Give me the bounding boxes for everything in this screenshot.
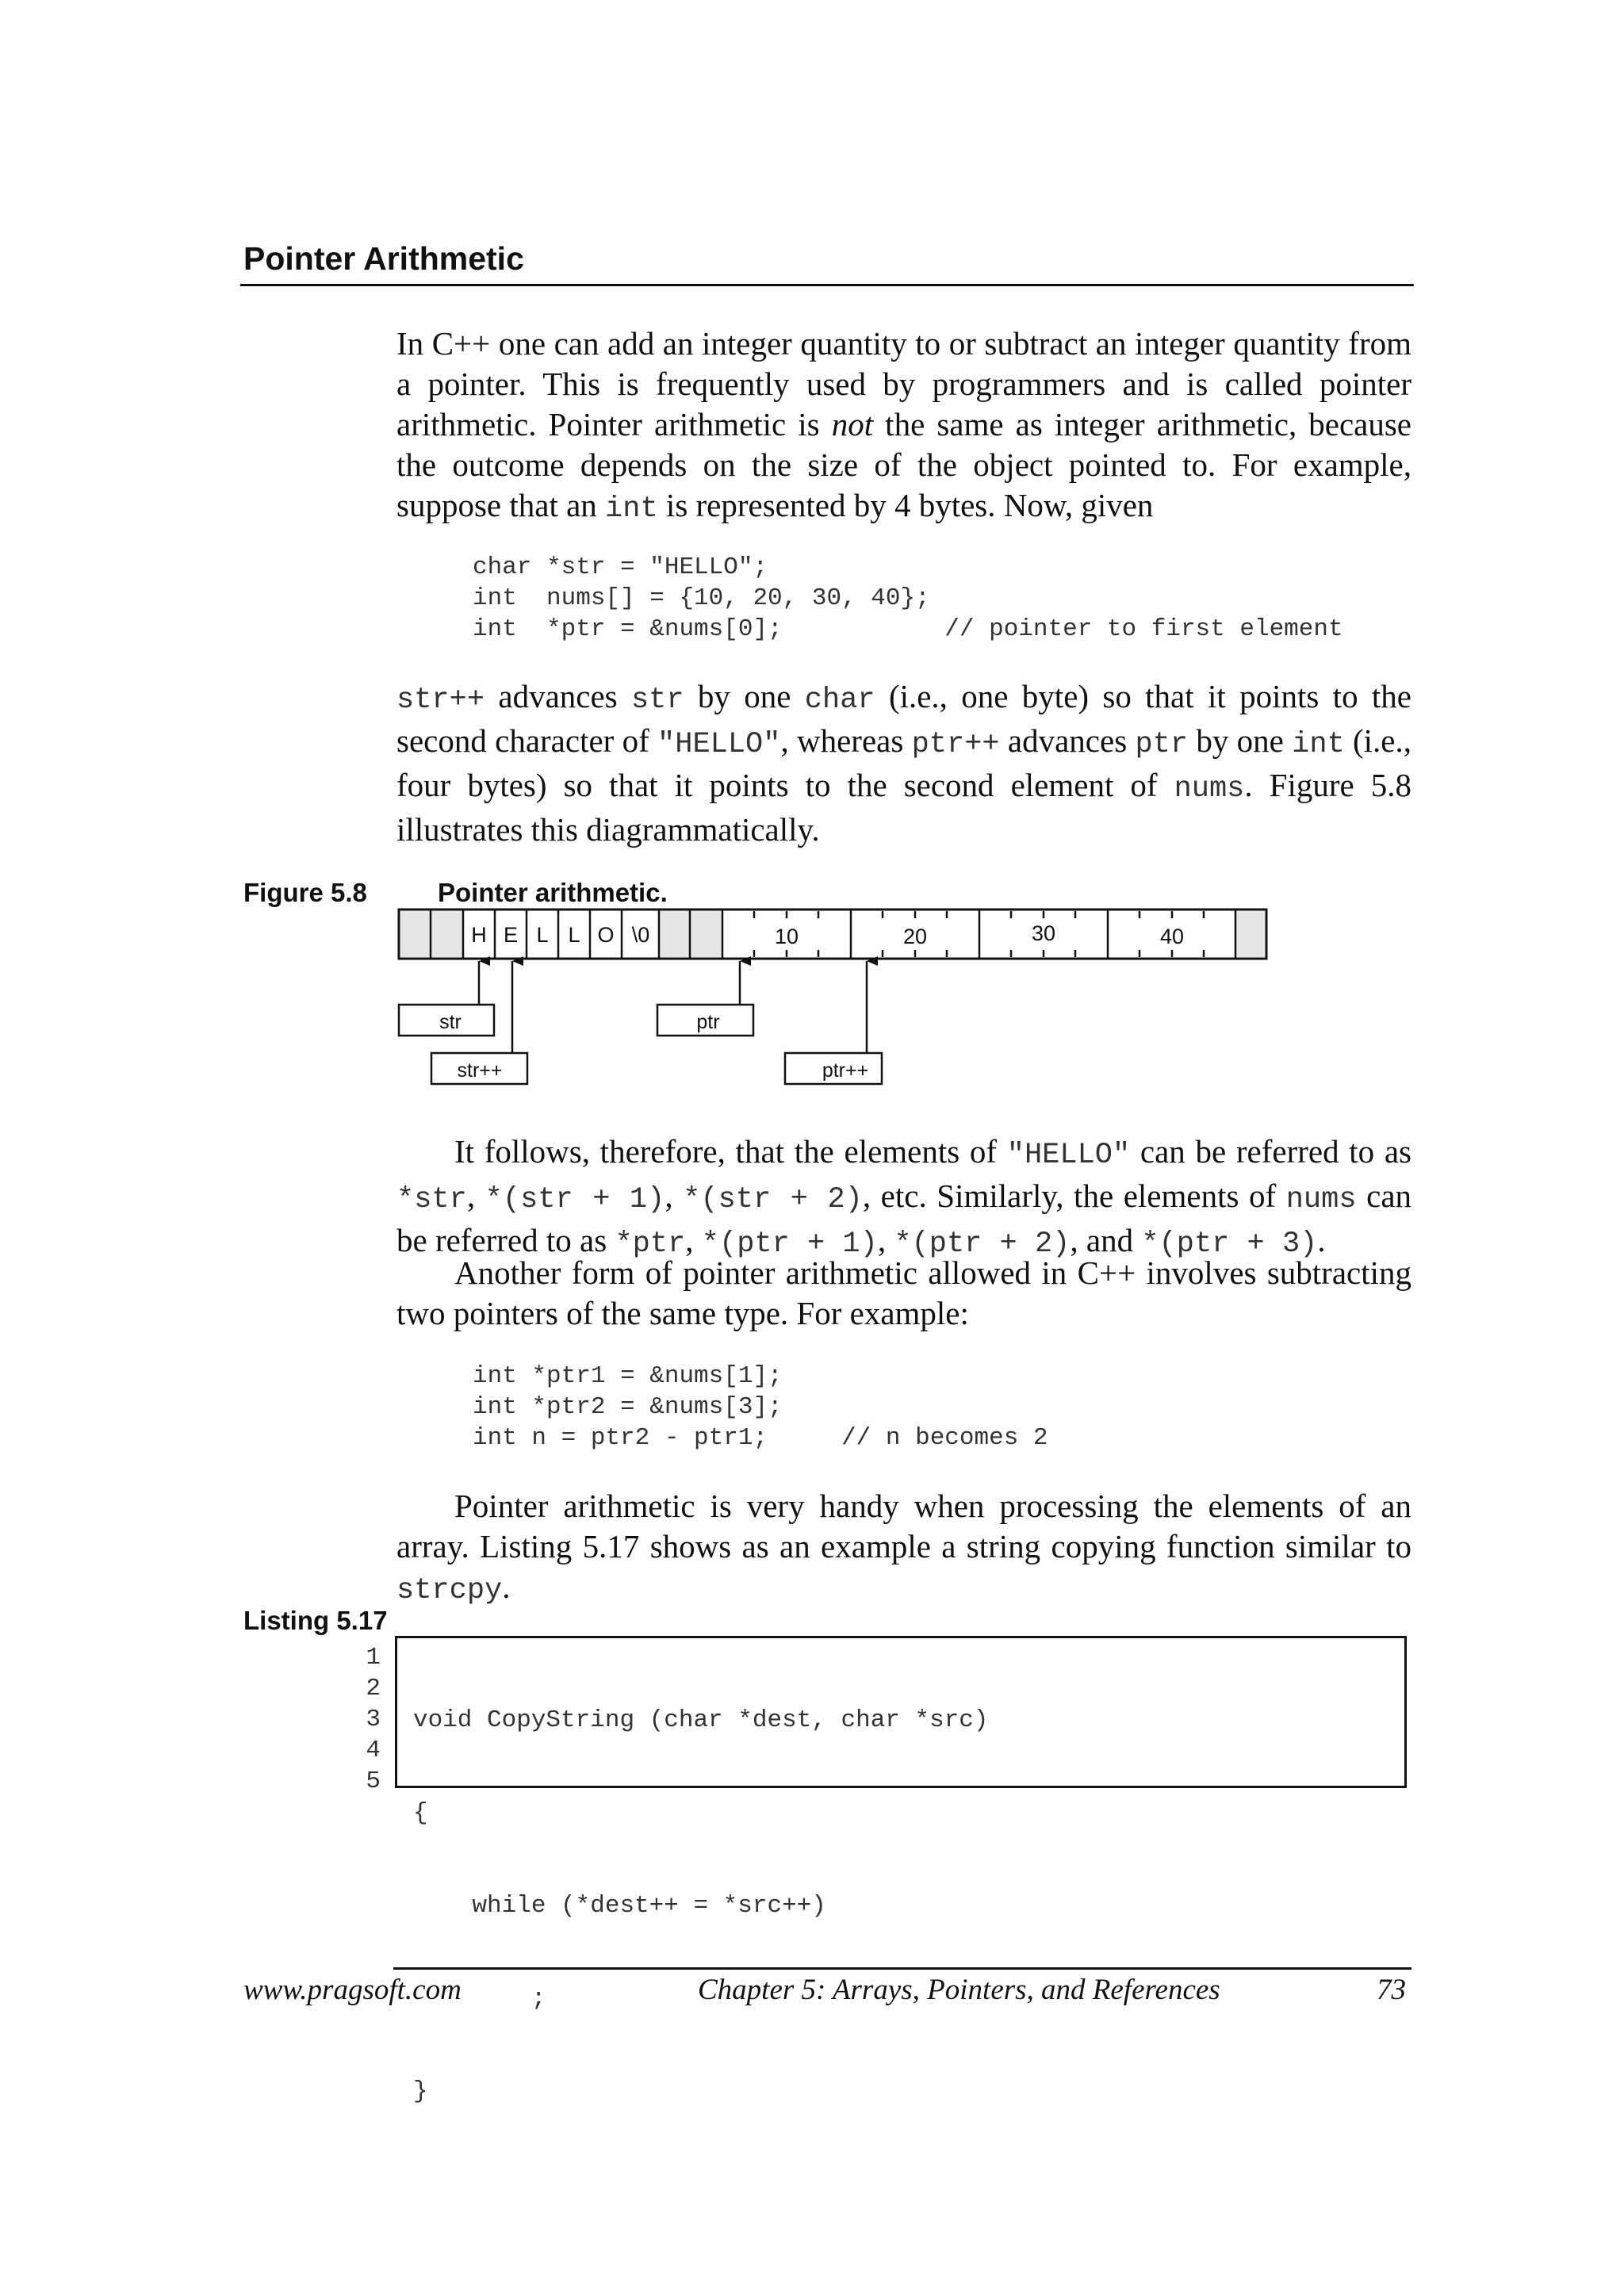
- line-number: 3: [366, 1706, 381, 1733]
- int-cell-label: 20: [902, 925, 928, 948]
- para3-text: It follows, therefore, that the elements of: [454, 1133, 1007, 1170]
- para2-text: advances: [485, 678, 631, 714]
- int-cell-label: 30: [1031, 921, 1056, 945]
- para2-text: advances: [999, 722, 1136, 759]
- para2-text: (i.e., one byte) so that it points to the second character of: [396, 678, 1411, 759]
- char-cell-label: \0: [631, 923, 650, 947]
- para2-code: ptr: [1135, 728, 1189, 761]
- memory-cell-empty: [1236, 911, 1265, 957]
- char-cell-label: E: [503, 923, 519, 947]
- int-cell-label: 40: [1159, 925, 1185, 948]
- memory-cell-empty: [431, 911, 462, 957]
- line-number: 1: [366, 1644, 381, 1672]
- para3-code: *(ptr + 1): [701, 1227, 878, 1261]
- memory-strip: [399, 910, 1266, 959]
- pointer-label: str: [439, 1011, 462, 1033]
- paragraph-elements: [396, 1132, 1411, 1265]
- listing-code-line: void CopyString (char *dest, char *src): [413, 1706, 989, 1734]
- para2-text: (i.e., four bytes) so that it points to the second element of: [396, 722, 1412, 803]
- footer-rule: [393, 1967, 1411, 1970]
- listing-code-line: ;: [413, 1985, 546, 2013]
- char-cell-label: O: [597, 923, 615, 947]
- para1-text-1: In C++ one can add an integer quantity to or subtract an integer quantity from a pointer. This is frequently used by programmers and is called pointer arithmetic. Pointer arithmetic is: [396, 325, 1411, 442]
- para3-code: *(ptr + 2): [894, 1227, 1071, 1261]
- para3-text: .: [1317, 1222, 1326, 1258]
- char-cell-label: L: [536, 923, 549, 947]
- figure-caption: Pointer arithmetic.: [438, 878, 668, 907]
- line-number: 4: [366, 1737, 381, 1764]
- para2-text: , whereas: [780, 722, 912, 759]
- memory-cell-empty: [400, 911, 430, 957]
- figure-label: Figure 5.8: [243, 878, 367, 907]
- para3-code: nums: [1285, 1183, 1357, 1216]
- memory-cell-empty: [660, 911, 689, 957]
- section-title: Pointer Arithmetic: [243, 240, 524, 277]
- pointer-arithmetic-diagram: [0, 0, 1624, 1110]
- para1-code-int: int: [605, 492, 658, 526]
- para5-text: Pointer arithmetic is very handy when processing the elements of an array. Listing 5.17 shows as an example a string copying function similar to: [396, 1488, 1411, 1564]
- para3-text: , etc. Similarly, the elements of: [862, 1178, 1286, 1214]
- pointer-label: ptr++: [822, 1059, 869, 1082]
- para2-text: . Figure 5.8 illustrates this diagrammatically.: [396, 767, 1411, 848]
- memory-cell-empty: [691, 911, 722, 957]
- pointer-label: ptr: [696, 1011, 720, 1033]
- listing-line-numbers: [349, 1642, 381, 1797]
- para3-text: ,: [877, 1222, 894, 1258]
- para2-code: nums: [1174, 772, 1245, 806]
- pointer-label: str++: [457, 1059, 503, 1082]
- code-block-subtraction: int *ptr1 = &nums[1]; int *ptr2 = &nums[3]; int n = ptr2 - ptr1; // n becomes 2: [473, 1362, 1048, 1452]
- footer-chapter: Chapter 5: Arrays, Pointers, and References: [698, 1974, 1220, 2006]
- para2-code: char: [804, 684, 875, 717]
- char-cell-label: H: [471, 923, 487, 947]
- code-block-declarations: char *str = "HELLO"; int nums[] = {10, 20, 30, 40}; int *ptr = &nums[0]; // pointer to first element: [473, 553, 1343, 643]
- para2-text: by one: [1188, 722, 1293, 759]
- para5-text: .: [502, 1568, 511, 1605]
- para3-text: ,: [685, 1222, 702, 1258]
- para3-text: can be referred to as: [396, 1178, 1412, 1258]
- para3-text: , and: [1070, 1222, 1142, 1258]
- paragraph-handy: [396, 1486, 1411, 1611]
- listing-code-line: while (*dest++ = *src++): [413, 1892, 826, 1920]
- para2-text: by one: [684, 678, 805, 714]
- para3-code: *ptr: [615, 1227, 686, 1261]
- para1-emphasis: not: [831, 406, 874, 442]
- para3-code: *(str + 2): [683, 1183, 863, 1216]
- para3-text: can be referred to as: [1130, 1133, 1411, 1170]
- char-cell-label: L: [568, 923, 580, 947]
- para3-text: ,: [466, 1178, 485, 1214]
- para3-text: ,: [665, 1178, 684, 1214]
- listing-code-line: }: [413, 2078, 428, 2105]
- int-cell-label: 10: [774, 925, 799, 948]
- para1-text-2: the same as integer arithmetic, because the outcome depends on the size of the object pointed to. For example, suppose that an: [396, 406, 1412, 523]
- para3-code: "HELLO": [1006, 1139, 1131, 1172]
- footer-page-number: 73: [1377, 1974, 1406, 2006]
- para1-text-3: is represented by 4 bytes. Now, given: [657, 487, 1154, 523]
- line-number: 5: [366, 1767, 381, 1795]
- para2-code: int: [1292, 728, 1345, 761]
- para3-code: *str: [396, 1183, 467, 1216]
- para2-code: str++: [396, 684, 485, 717]
- paragraph-subtraction: Another form of pointer arithmetic allowed in C++ involves subtracting two pointers of the same type. For example:: [396, 1254, 1411, 1331]
- line-number: 2: [366, 1675, 381, 1702]
- para3-code: *(ptr + 3): [1141, 1227, 1318, 1261]
- footer-website: www.pragsoft.com: [243, 1974, 462, 2006]
- listing-code-line: {: [413, 1799, 428, 1827]
- listing-label: Listing 5.17: [243, 1606, 388, 1635]
- para2-code: str: [630, 684, 684, 717]
- para2-code: "HELLO": [657, 728, 781, 761]
- para3-code: *(str + 1): [485, 1183, 665, 1216]
- para2-code: ptr++: [911, 728, 1000, 761]
- para5-code: strcpy: [396, 1574, 503, 1607]
